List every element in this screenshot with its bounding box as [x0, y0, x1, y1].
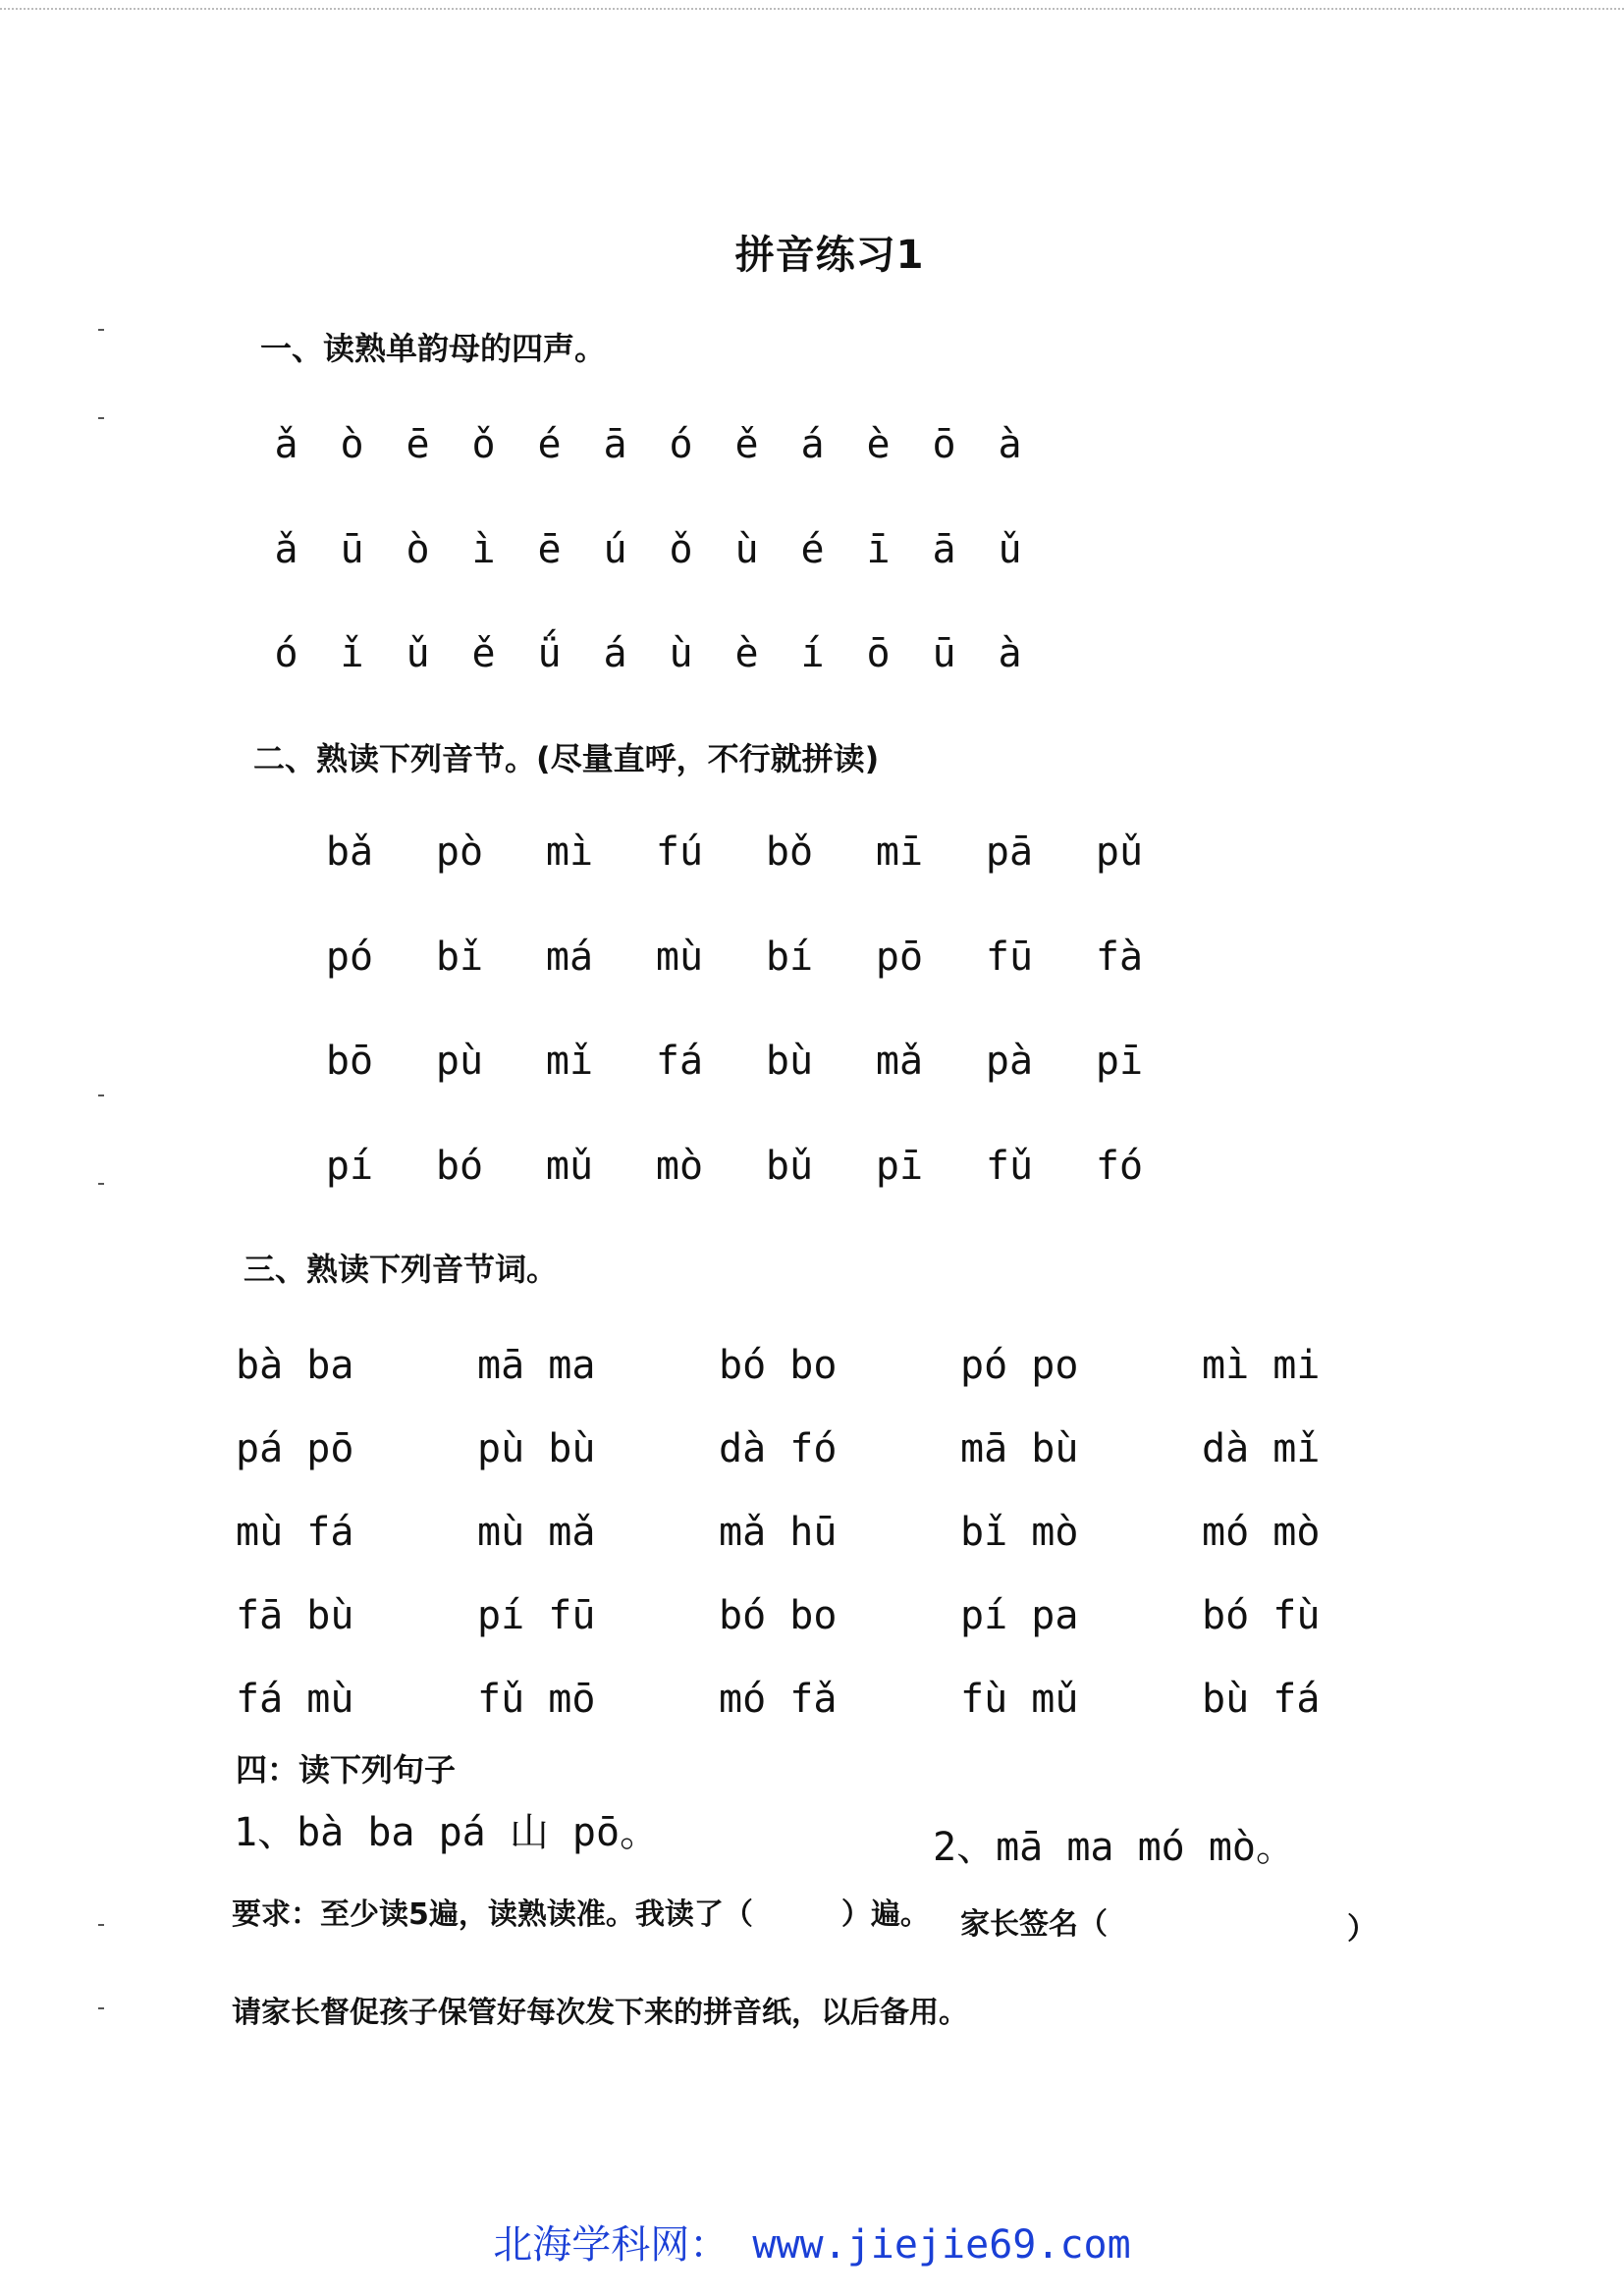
vowel-cell: ù [669, 631, 693, 676]
section2-heading: 二、熟读下列音节。(尽量直呼，不行就拼读) [253, 740, 880, 777]
vowel-cell: ǒ [669, 527, 693, 572]
vowel-cell: è [734, 631, 759, 676]
word-cell: mā ma [477, 1343, 596, 1388]
word-row-2 [236, 1426, 1443, 1471]
word-cell: bó bo [719, 1343, 838, 1388]
word-cell: mó mò [1202, 1510, 1321, 1555]
vowel-cell: ǔ [406, 631, 430, 676]
syllable-cell: pà [985, 1039, 1034, 1084]
vowel-row-3 [253, 631, 1043, 690]
syllable-cell: pù [435, 1039, 484, 1084]
word-cell: bǐ mò [960, 1510, 1079, 1555]
syllable-cell: bí [765, 934, 814, 980]
vowel-cell: ō [866, 631, 891, 676]
syllable-cell: mì [545, 829, 594, 875]
syllable-cell: fú [655, 829, 704, 875]
vowel-cell: ǒ [471, 422, 496, 467]
vowel-cell: ǔ [998, 527, 1022, 572]
page-title: 拼音练习1 [734, 233, 925, 278]
word-cell: pá pō [236, 1426, 354, 1471]
vowel-cell: ě [471, 631, 496, 676]
syllable-cell: bǐ [435, 934, 484, 980]
word-cell: fá mù [236, 1677, 354, 1722]
syllable-cell: pō [875, 934, 924, 980]
word-cell: mā bù [960, 1426, 1079, 1471]
vowel-cell: í [800, 631, 825, 676]
syllable-cell: pā [985, 829, 1034, 875]
word-cell: mù mǎ [477, 1510, 596, 1555]
vowel-cell: ǐ [340, 631, 364, 676]
scan-mark [98, 1924, 104, 1926]
syllable-cell: mǔ [545, 1144, 594, 1189]
section1-heading: 一、读熟单韵母的四声。 [260, 330, 607, 367]
parent-signature-label: 家长签名（ [960, 1907, 1108, 1942]
word-cell: mǎ hū [719, 1510, 838, 1555]
syllable-cell: má [545, 934, 594, 980]
word-cell: bù fá [1202, 1677, 1321, 1722]
vowel-cell: ō [932, 422, 956, 467]
sentence-1: 1、bà ba pá 山 pō。 [234, 1810, 660, 1855]
scan-mark [98, 1095, 104, 1096]
vowel-cell: á [800, 422, 825, 467]
vowel-cell: ē [406, 422, 430, 467]
vowel-cell: ǘ [537, 631, 562, 676]
vowel-row-1 [253, 422, 1043, 481]
syllable-cell: fó [1095, 1144, 1144, 1189]
section3-heading: 三、熟读下列音节词。 [244, 1251, 559, 1288]
word-row-4 [236, 1593, 1443, 1638]
syllable-cell: fá [655, 1039, 704, 1084]
sentence-2: 2、mā ma mó mò。 [933, 1825, 1295, 1870]
vowel-cell: ā [932, 527, 956, 572]
site-footer: 北海学科网： www.jiejie69.com [493, 2222, 1131, 2268]
vowel-cell: á [603, 631, 627, 676]
vowel-cell: è [866, 422, 891, 467]
word-row-3 [236, 1510, 1443, 1555]
scan-mark [98, 2007, 104, 2009]
word-cell: pó po [960, 1343, 1079, 1388]
scan-mark [98, 1183, 104, 1185]
word-row-1 [236, 1343, 1443, 1388]
syllable-cell: bǒ [765, 829, 814, 875]
syllable-row-3 [295, 1039, 1174, 1084]
vowel-cell: ù [734, 527, 759, 572]
scan-mark [98, 329, 104, 331]
syllable-cell: fà [1095, 934, 1144, 980]
word-cell: mù fá [236, 1510, 354, 1555]
section4-heading: 四：读下列句子 [236, 1751, 457, 1789]
scan-artifact-line [0, 8, 1624, 14]
syllable-cell: pó [325, 934, 374, 980]
syllable-cell: mǎ [875, 1039, 924, 1084]
word-cell: dà fó [719, 1426, 838, 1471]
syllable-cell: fū [985, 934, 1034, 980]
word-cell: mì mi [1202, 1343, 1321, 1388]
syllable-cell: mī [875, 829, 924, 875]
syllable-cell: fǔ [985, 1144, 1034, 1189]
vowel-cell: ó [274, 631, 298, 676]
vowel-cell: ī [866, 527, 891, 572]
syllable-cell: pí [325, 1144, 374, 1189]
vowel-cell: ǎ [274, 422, 298, 467]
word-cell: bó fù [1202, 1593, 1321, 1638]
parent-signature-close: ） [1347, 1912, 1377, 1947]
word-cell: dà mǐ [1202, 1426, 1321, 1471]
vowel-cell: ě [734, 422, 759, 467]
word-cell: mó fǎ [719, 1677, 838, 1722]
syllable-cell: bó [435, 1144, 484, 1189]
vowel-cell: à [998, 631, 1022, 676]
syllable-row-4 [295, 1144, 1174, 1189]
scan-mark [98, 417, 104, 419]
requirement-text: 要求：至少读5遍，读熟读准。我读了（ ）遍。 [232, 1897, 930, 1932]
syllable-cell: pò [435, 829, 484, 875]
vowel-cell: ò [406, 527, 430, 572]
vowel-cell: é [800, 527, 825, 572]
word-cell: fù mǔ [960, 1677, 1079, 1722]
syllable-cell: mù [655, 934, 704, 980]
vowel-cell: ǎ [274, 527, 298, 572]
vowel-row-2 [253, 527, 1043, 586]
word-row-5 [236, 1677, 1443, 1722]
word-cell: pù bù [477, 1426, 596, 1471]
syllable-cell: mò [655, 1144, 704, 1189]
word-cell: pí pa [960, 1593, 1079, 1638]
word-cell: pí fū [477, 1593, 596, 1638]
syllable-cell: pī [1095, 1039, 1144, 1084]
vowel-cell: é [537, 422, 562, 467]
vowel-cell: ā [603, 422, 627, 467]
syllable-cell: pǔ [1095, 829, 1144, 875]
vowel-cell: ū [340, 527, 364, 572]
word-cell: fā bù [236, 1593, 354, 1638]
syllable-cell: mǐ [545, 1039, 594, 1084]
syllable-cell: bō [325, 1039, 374, 1084]
parent-note: 请家长督促孩子保管好每次发下来的拼音纸，以后备用。 [232, 1996, 968, 2030]
word-cell: bà ba [236, 1343, 354, 1388]
vowel-cell: ò [340, 422, 364, 467]
word-cell: bó bo [719, 1593, 838, 1638]
vowel-cell: ē [537, 527, 562, 572]
vowel-cell: ó [669, 422, 693, 467]
syllable-cell: bǔ [765, 1144, 814, 1189]
vowel-cell: ì [471, 527, 496, 572]
vowel-cell: ū [932, 631, 956, 676]
syllable-row-1 [295, 829, 1174, 875]
syllable-cell: pī [875, 1144, 924, 1189]
syllable-cell: bù [765, 1039, 814, 1084]
syllable-row-2 [295, 934, 1174, 980]
syllable-cell: bǎ [325, 829, 374, 875]
vowel-cell: ú [603, 527, 627, 572]
word-cell: fǔ mō [477, 1677, 596, 1722]
vowel-cell: à [998, 422, 1022, 467]
